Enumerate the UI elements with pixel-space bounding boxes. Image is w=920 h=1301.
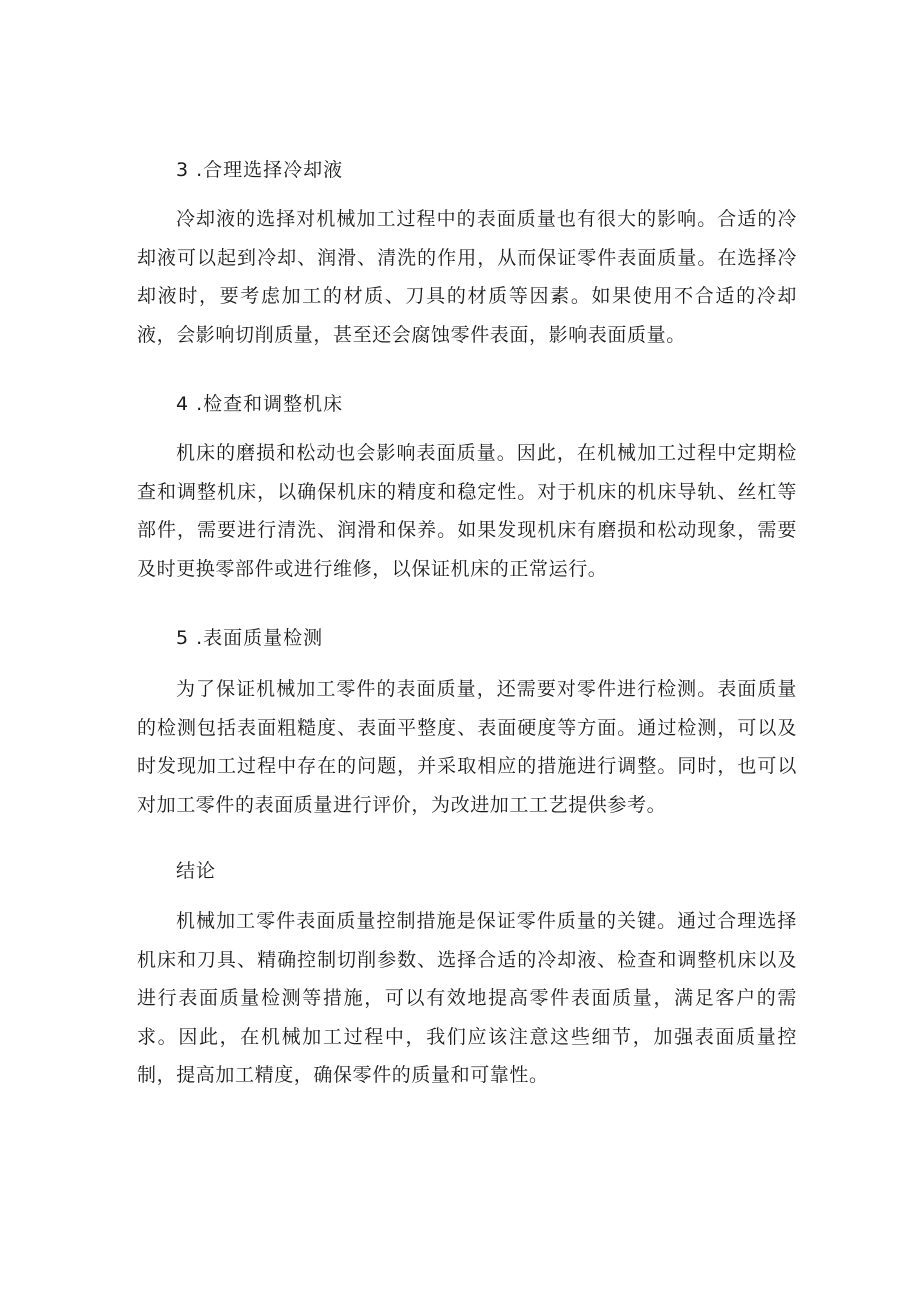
section-paragraph-machine-check: 机床的磨损和松动也会影响表面质量。因此，在机械加工过程中定期检查和调整机床，以确保机床的精度和稳定性。对于机床的机床导轨、丝杠等部件，需要进行清洗、润滑和保养。如果发现机床有磨损和松动现象，需要及时更换零部件或进行维修，以保证机床的正常运行。 <box>137 442 797 580</box>
conclusion-paragraph: 机械加工零件表面质量控制措施是保证零件质量的关键。通过合理选择机床和刀具、精确控制切削参数、选择合适的冷却液、检查和调整机床以及进行表面质量检测等措施，可以有效地提高零件表面质量，满足客户的需求。因此，在机械加工过程中，我们应该注意这些细节，加强表面质量控制，提高加工精度，确保零件的质量和可靠性。 <box>137 910 797 1087</box>
section-heading-coolant: 3 .合理选择冷却液 <box>176 159 344 181</box>
section-heading-surface-inspection: 5 .表面质量检测 <box>176 627 324 649</box>
section-paragraph-coolant: 冷却液的选择对机械加工过程中的表面质量也有很大的影响。合适的冷却液可以起到冷却、润滑、清洗的作用，从而保证零件表面质量。在选择冷却液时，要考虑加工的材质、刀具的材质等因素。如果使用不合适的冷却液，会影响切削质量，甚至还会腐蚀零件表面，影响表面质量。 <box>137 208 797 346</box>
section-paragraph-surface-inspection: 为了保证机械加工零件的表面质量，还需要对零件进行检测。表面质量的检测包括表面粗糙度、表面平整度、表面硬度等方面。通过检测，可以及时发现加工过程中存在的问题，并采取相应的措施进行调整。同时，也可以对加工零件的表面质量进行评价，为改进加工工艺提供参考。 <box>137 678 797 816</box>
conclusion-heading: 结论 <box>176 860 217 882</box>
section-heading-machine-check: 4 .检查和调整机床 <box>176 393 344 415</box>
